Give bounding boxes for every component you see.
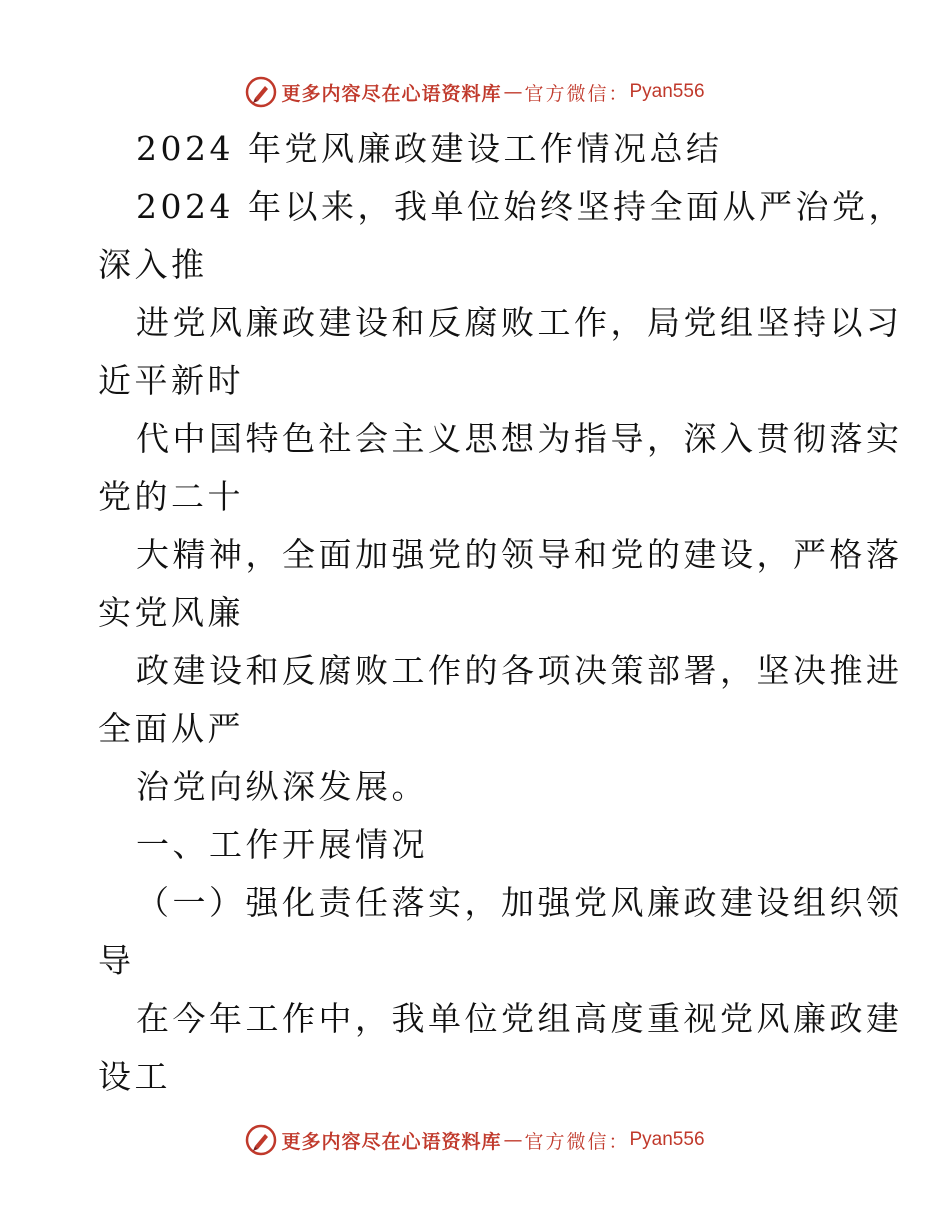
watermark-separator: — (503, 81, 523, 103)
document-line: 代中国特色社会主义思想为指导，深入贯彻落实 (136, 419, 903, 458)
watermark-separator: — (503, 1129, 523, 1151)
watermark-label: 官方微信： (524, 82, 630, 105)
document-line: 党的二十 (98, 477, 244, 516)
document-line: 近平新时 (98, 361, 244, 400)
watermark-brand: 更多内容尽在心语资料库 (281, 1130, 502, 1153)
document-line: 2024 年以来，我单位始终坚持全面从严治党， (136, 187, 905, 226)
watermark-account: Pyan556 (629, 1129, 705, 1150)
document-title: 2024 年党风廉政建设工作情况总结 (136, 129, 723, 168)
footer-watermark (0, 1120, 950, 1160)
pen-logo-icon (245, 1124, 277, 1156)
document-line: 政建设和反腐败工作的各项决策部署，坚决推进 (136, 651, 903, 690)
pen-logo-icon (245, 76, 277, 108)
watermark-label: 官方微信： (524, 1130, 630, 1153)
document-line: 进党风廉政建设和反腐败工作，局党组坚持以习 (136, 303, 903, 342)
document-line: 深入推 (98, 245, 208, 284)
document-line: 治党向纵深发展。 (136, 767, 428, 806)
document-line: （一）强化责任落实，加强党风廉政建设组织领 (136, 883, 903, 922)
document-body (98, 120, 905, 1106)
document-line: 导 (98, 941, 135, 980)
document-line: 实党风廉 (98, 593, 244, 632)
header-watermark (0, 72, 950, 112)
watermark-brand: 更多内容尽在心语资料库 (281, 82, 502, 105)
document-line: 设工 (98, 1057, 171, 1096)
document-line: 在今年工作中，我单位党组高度重视党风廉政建 (136, 999, 903, 1038)
watermark-account: Pyan556 (629, 81, 705, 102)
document-line: 全面从严 (98, 709, 244, 748)
document-line: 大精神，全面加强党的领导和党的建设，严格落 (136, 535, 903, 574)
document-line: 一、工作开展情况 (136, 825, 428, 864)
